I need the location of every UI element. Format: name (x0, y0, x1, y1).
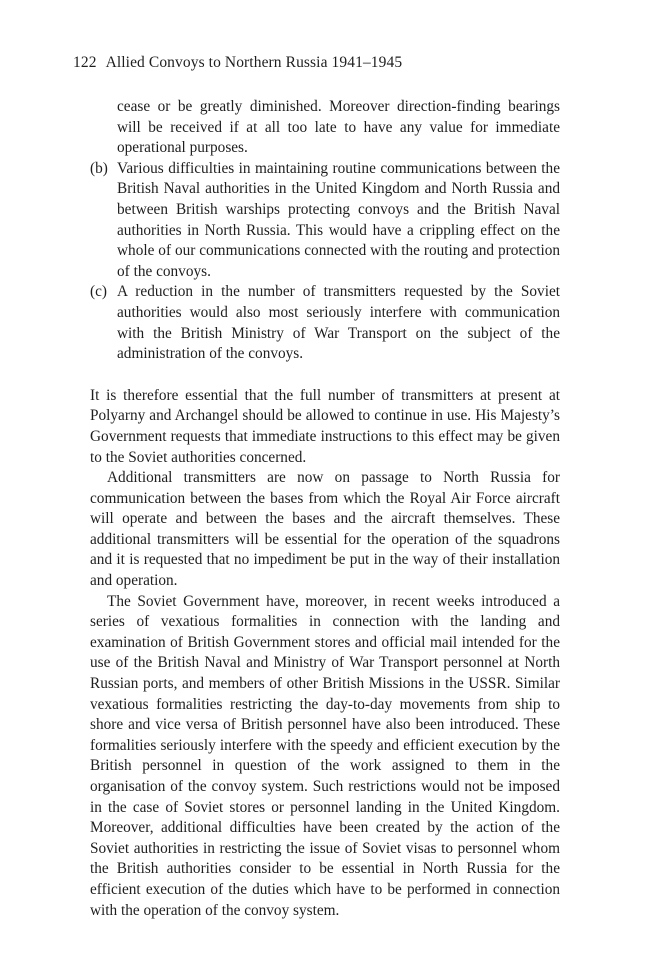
running-head (73, 54, 402, 72)
list-item-c (90, 282, 560, 364)
list-marker: (c) (90, 283, 107, 301)
book-title: Allied Convoys to Northern Russia 1941–1945 (105, 54, 403, 71)
paragraph: It is therefore essential that the full number of transmitters at present at Polyarny and Archangel should be allowed to continue in use. His Majesty’s Government requests that immediate instructions to this effect may be given to the Soviet authorities concerned. (90, 386, 560, 466)
list-item-continuation: cease or be greatly diminished. Moreover direction-finding bearings will be received if at all too late to have any value for immediate operational purposes. (117, 98, 560, 157)
paragraph: Additional transmitters are now on passage to North Russia for communication between the bases from which the Royal Air Force aircraft will operate and between the bases and the aircraft themselves. These additional transmitters will be essential for the operation of the squadrons and it is requested that no impediment be put in the way of their installation and operation. (90, 469, 560, 590)
paragraph: The Soviet Government have, moreover, in recent weeks introduced a series of vexatious formalities in connection with the landing and examination of British Government stores and official mail intended for the use of the British Naval and Ministry of War Transport personnel at North Russian ports, and members of other British Missions in the USSR. Similar vexatious formalities restricting the day-to-day movements from ship to shore and vice versa of British personnel have also been introduced. These formalities seriously interfere with the speedy and efficient execution by the British personnel in question of the work assigned to them in the organisation of the convoy system. Such restrictions would not be imposed in the case of Soviet stores or personnel landing in the United Kingdom. Moreover, additional difficulties have been created by the action of the Soviet authorities in restricting the issue of Soviet visas to personnel whom the British authorities consider to be essential in North Russia for the efficient execution of the duties which have to be performed in connection with the operation of the convoy system. (90, 592, 560, 919)
list-item-b (90, 159, 560, 283)
list-marker: (b) (90, 159, 108, 177)
list-item-text: A reduction in the number of transmitters requested by the Soviet authorities would also most seriously interfere with communication with the British Ministry of War Transport on the subject of the administration of the convoys. (117, 283, 560, 363)
list-item-text: Various difficulties in maintaining routine communications between the British Naval authorities in the United Kingdom and North Russia and between British warships protecting convoys and the British Naval authorities in North Russia. This would have a crippling effect on the whole of our communications connected with the routing and protection of the convoys. (117, 159, 560, 280)
page-number: 122 (73, 54, 97, 71)
body-text (90, 97, 560, 921)
